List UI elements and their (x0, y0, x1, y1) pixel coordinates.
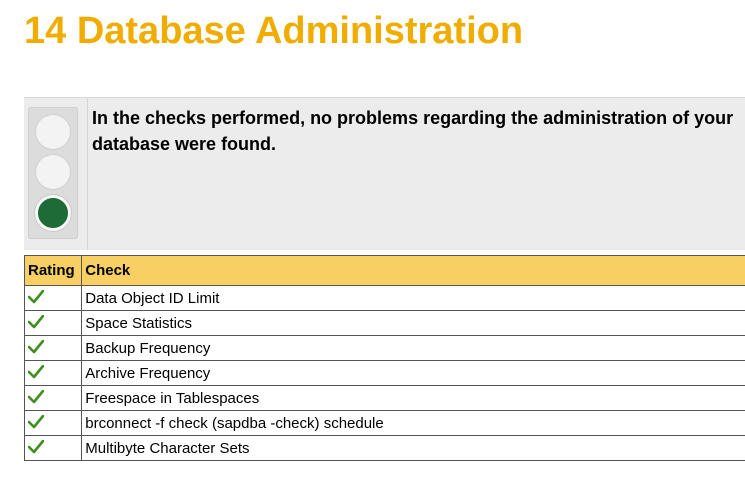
check-cell: brconnect -f check (sapdba -check) schedule (82, 411, 745, 436)
rating-cell (25, 311, 82, 336)
green-check-icon (28, 440, 44, 454)
table-row (25, 361, 745, 386)
green-check-icon (28, 390, 44, 404)
green-check-icon (28, 415, 44, 429)
table-row (25, 336, 745, 361)
checks-table (24, 255, 745, 461)
rating-cell (25, 286, 82, 311)
check-cell: Archive Frequency (82, 361, 745, 386)
table-row (25, 386, 745, 411)
checks-table-body (25, 286, 745, 461)
summary-divider (87, 98, 88, 250)
rating-cell (25, 436, 82, 461)
traffic-light-green-lamp (35, 195, 71, 231)
green-check-icon (28, 290, 44, 304)
green-check-icon (28, 365, 44, 379)
traffic-light-yellow-lamp (35, 154, 71, 190)
check-cell: Multibyte Character Sets (82, 436, 745, 461)
green-check-icon (28, 340, 44, 354)
checks-table-header (25, 256, 745, 286)
check-cell: Data Object ID Limit (82, 286, 745, 311)
rating-cell (25, 386, 82, 411)
rating-cell (25, 336, 82, 361)
summary-box (24, 97, 745, 250)
table-row (25, 286, 745, 311)
table-row (25, 411, 745, 436)
table-row (25, 436, 745, 461)
green-check-icon (28, 315, 44, 329)
check-column-header: Check (82, 256, 745, 286)
traffic-light-green-icon (28, 107, 78, 239)
rating-cell (25, 361, 82, 386)
page-title: 14 Database Administration (24, 10, 524, 52)
rating-column-header: Rating (25, 256, 82, 286)
check-cell: Freespace in Tablespaces (82, 386, 745, 411)
table-row (25, 311, 745, 336)
check-cell: Space Statistics (82, 311, 745, 336)
summary-text: In the checks performed, no problems regarding the administration of your database were found. (92, 108, 734, 154)
traffic-light-red-lamp (35, 114, 71, 150)
rating-cell (25, 411, 82, 436)
check-cell: Backup Frequency (82, 336, 745, 361)
